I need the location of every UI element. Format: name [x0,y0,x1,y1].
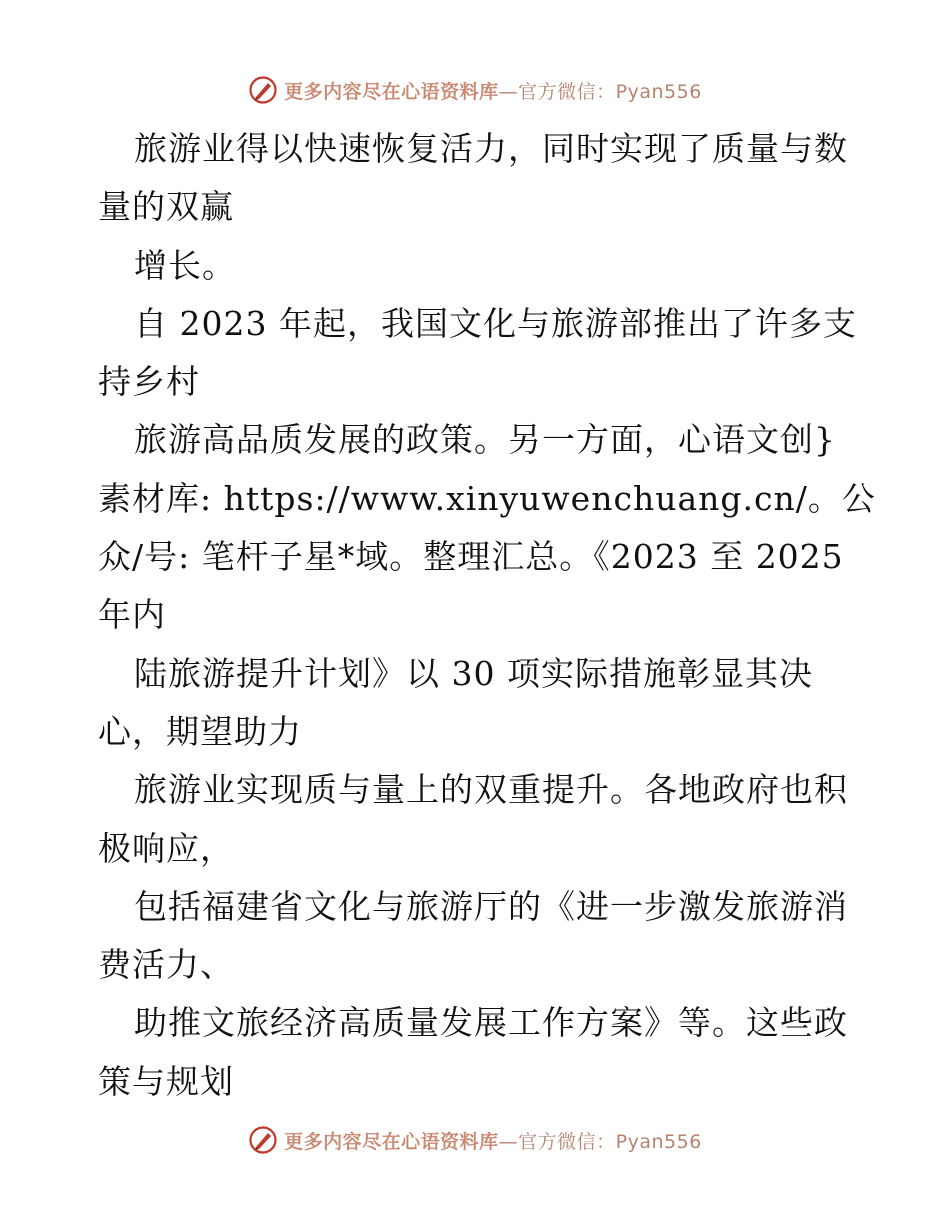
text-line: 年内 [98,595,166,635]
text-line: 旅游高品质发展的政策。另一方面，心语文创} [134,420,836,460]
text-line: 持乡村 [98,362,200,402]
footer-watermark [0,1120,950,1160]
text-line: 众/号: 笔杆子星*域。整理汇总。《2023 至 2025 [98,537,844,577]
document-body [98,120,876,1111]
text-line: 极响应， [98,828,234,868]
watermark-text: 更多内容尽在心语资料库—官方微信：Pyan556 [284,80,702,103]
text-line: 心，期望助力 [98,711,302,751]
text-line: 陆旅游提升计划》以 30 项实际措施彰显其决 [134,653,813,693]
text-line: 费活力、 [98,945,234,985]
watermark-text: 更多内容尽在心语资料库—官方微信：Pyan556 [284,1130,702,1153]
text-line: 量的双赢 [98,187,234,227]
text-line: 包括福建省文化与旅游厅的《进一步激发旅游消 [134,886,848,926]
pen-logo-icon [248,75,278,105]
text-line: 增长。 [134,245,236,285]
header-watermark [0,70,950,110]
text-line: 自 2023 年起，我国文化与旅游部推出了许多支 [134,303,857,343]
text-line: 素材库: https://www.xinyuwenchuang.cn/。公 [98,478,876,518]
text-line: 策与规划 [98,1061,234,1101]
text-line: 助推文旅经济高质量发展工作方案》等。这些政 [134,1003,848,1043]
pen-logo-icon [248,1125,278,1155]
text-line: 旅游业得以快速恢复活力，同时实现了质量与数 [134,129,848,168]
text-line: 旅游业实现质与量上的双重提升。各地政府也积 [134,770,848,810]
